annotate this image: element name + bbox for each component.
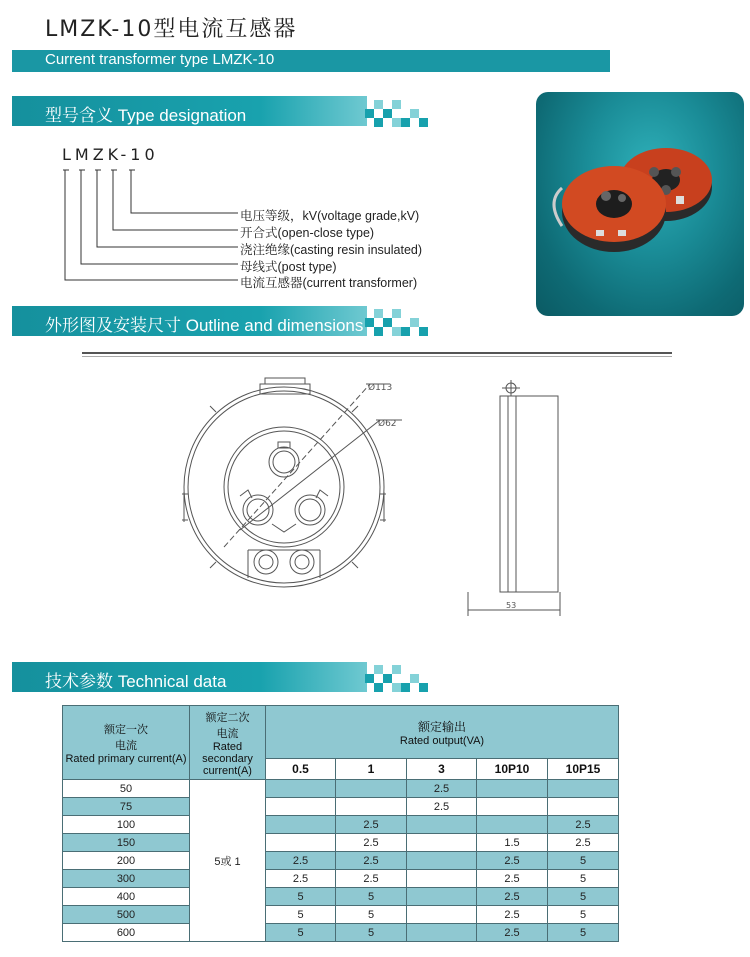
header-text: current(A) [203,764,252,777]
table-row [63,852,619,870]
designation-item: 电流互感器(current transformer) [240,276,418,290]
value-cell: 5 [266,906,336,924]
section-title: 型号含义 Type designation [45,106,247,125]
section-technical [12,662,367,692]
value-cell: 5 [548,852,619,870]
outline-drawing [180,372,580,622]
value-cell [477,798,548,816]
divider [82,352,672,354]
table-row [63,870,619,888]
class-header: 1 [336,759,407,780]
value-cell: 2.5 [477,870,548,888]
primary-cell: 300 [63,870,190,888]
designation-item: 开合式(open-close type) [240,226,375,240]
class-header: 10P10 [477,759,548,780]
value-cell [266,798,336,816]
value-cell [407,906,477,924]
primary-cell: 50 [63,780,190,798]
section-outline [12,306,367,336]
value-cell: 5 [266,924,336,942]
value-cell [477,780,548,798]
table-row [63,906,619,924]
product-photo [536,92,744,316]
value-cell [336,798,407,816]
value-cell [407,852,477,870]
primary-cell: 600 [63,924,190,942]
header-primary-current [63,706,190,780]
subtitle-band [12,50,610,72]
value-cell: 2.5 [407,780,477,798]
value-cell [266,816,336,834]
value-cell: 5 [548,870,619,888]
header-text: 额定输出 [418,719,467,734]
section-title: 技术参数 Technical data [45,672,227,691]
primary-cell: 400 [63,888,190,906]
value-cell: 2.5 [266,870,336,888]
primary-cell: 150 [63,834,190,852]
header-text: 电流 [216,727,239,740]
header-text: 额定一次 [104,723,148,736]
value-cell [548,798,619,816]
inner-diameter-label: Ø62 [378,419,397,429]
value-cell: 5 [548,924,619,942]
header-text: Rated output(VA) [399,734,485,747]
value-cell: 2.5 [266,852,336,870]
value-cell [477,816,548,834]
divider [82,356,672,357]
value-cell [548,780,619,798]
value-cell: 2.5 [336,870,407,888]
model-code: LMZK-10 [62,145,159,164]
header-text: Rated primary current(A) [65,752,187,765]
value-cell [407,924,477,942]
section-type-designation [12,96,367,126]
value-cell: 5 [336,924,407,942]
value-cell: 5 [266,888,336,906]
primary-cell: 100 [63,816,190,834]
designation-item: 母线式(post type) [240,260,337,274]
table-row [63,924,619,942]
section-title: 外形图及安装尺寸 Outline and dimensions [45,316,364,335]
table-row [63,888,619,906]
value-cell [336,780,407,798]
header-text: secondary [202,752,253,765]
table-row [63,834,619,852]
value-cell: 2.5 [336,852,407,870]
header-text: 电流 [115,739,137,752]
secondary-cell: 5或 1 [190,780,266,942]
value-cell: 5 [336,906,407,924]
designation-lines [55,165,245,290]
value-cell: 2.5 [407,798,477,816]
value-cell: 2.5 [336,816,407,834]
header-rated-output [266,706,619,759]
designation-item: 电压等级，kV(voltage grade,kV) [240,209,420,223]
value-cell [407,888,477,906]
primary-cell: 75 [63,798,190,816]
width-dimension-label: 53 [506,601,517,610]
header-text: Rated [212,740,243,753]
page-title: LMZK-10型电流互感器 [45,17,298,42]
value-cell [266,780,336,798]
table-row [63,780,619,798]
designation-item: 浇注绝缘(casting resin insulated) [240,243,423,257]
value-cell: 2.5 [548,834,619,852]
header-secondary-current [190,706,266,780]
value-cell: 5 [548,888,619,906]
value-cell: 1.5 [477,834,548,852]
header-text: 额定二次 [205,711,250,724]
value-cell [407,870,477,888]
value-cell [407,816,477,834]
table-row [63,816,619,834]
value-cell: 2.5 [477,888,548,906]
primary-cell: 200 [63,852,190,870]
table-row [63,798,619,816]
outer-diameter-label: Ø113 [368,383,393,393]
primary-cell: 500 [63,906,190,924]
value-cell: 2.5 [477,924,548,942]
class-header: 0.5 [266,759,336,780]
value-cell [407,834,477,852]
value-cell: 2.5 [548,816,619,834]
value-cell: 2.5 [477,852,548,870]
value-cell [266,834,336,852]
value-cell: 5 [336,888,407,906]
value-cell: 2.5 [336,834,407,852]
class-header: 10P15 [548,759,619,780]
page-subtitle: Current transformer type LMZK-10 [45,51,275,68]
value-cell: 5 [548,906,619,924]
value-cell: 2.5 [477,906,548,924]
transformer-illustration [536,92,744,316]
class-header: 3 [407,759,477,780]
technical-data-table [62,705,619,942]
